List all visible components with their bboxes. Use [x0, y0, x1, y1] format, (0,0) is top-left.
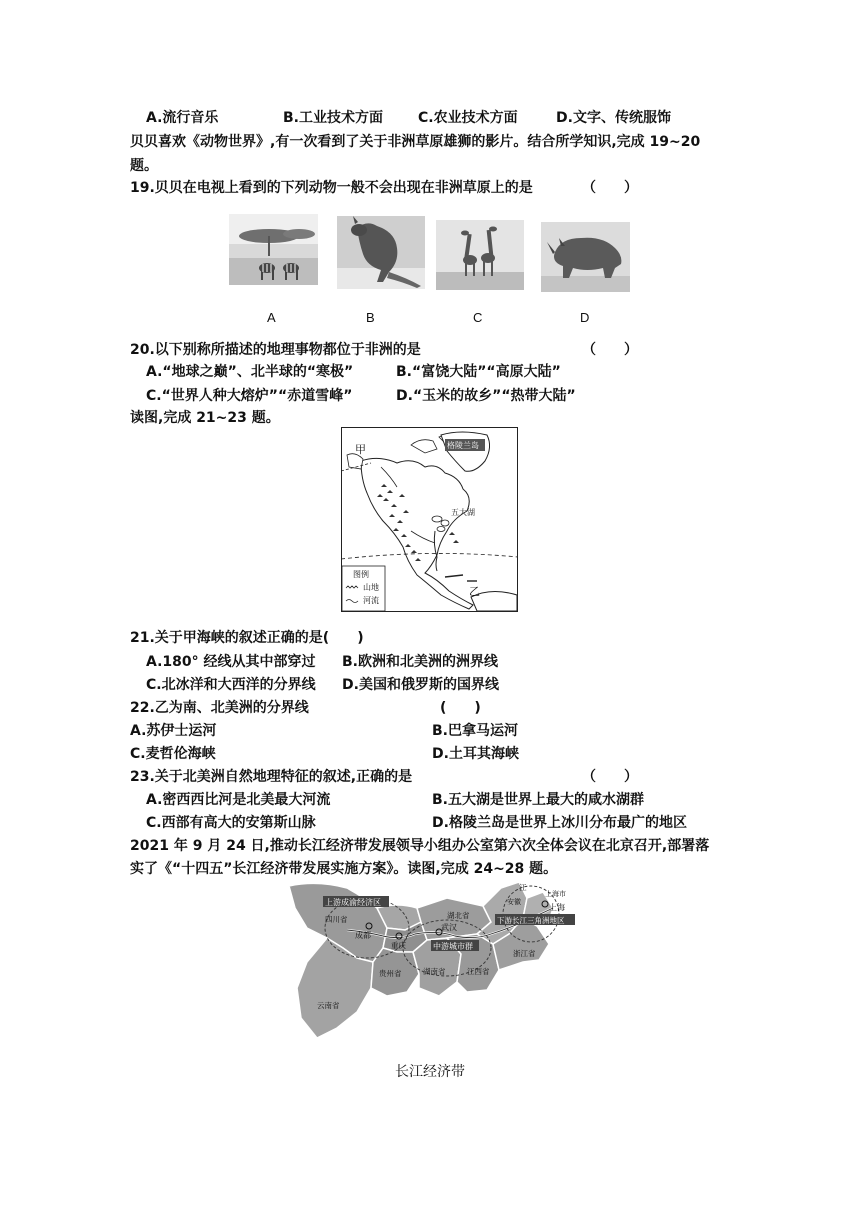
q19-label-d: D — [580, 310, 590, 325]
zebra-savanna-photo — [229, 214, 318, 285]
intro-19-20-line1: 贝贝喜欢《动物世界》,有一次看到了关于非洲草原雄狮的影片。结合所学知识,完成 19~20 — [130, 134, 701, 150]
q20-option-a: A.“地球之巅”、北半球的“寒极” — [146, 364, 354, 380]
upper-region-label: 上游成渝经济区 — [325, 898, 381, 907]
lower-region-label: 下游长江三角洲地区 — [497, 916, 565, 925]
q18-option-c: C.农业技术方面 — [418, 110, 518, 126]
map-caption: 长江经济带 — [395, 1064, 465, 1080]
q18-option-b: B.工业技术方面 — [283, 110, 383, 126]
q20-option-b: B.“富饶大陆”“高原大陆” — [396, 364, 561, 380]
shanghai-city-label: 上海市 — [545, 890, 566, 898]
q20-option-c: C.“世界人种大熔炉”“赤道雪峰” — [146, 388, 353, 404]
shanghai-label: 上海 — [549, 903, 565, 912]
zhejiang-label: 浙江省 — [513, 949, 536, 958]
hubei-label: 湖北省 — [447, 911, 470, 920]
q22-bracket: ( ) — [440, 700, 481, 716]
q23-option-c: C.西部有高大的安第斯山脉 — [146, 815, 316, 831]
guizhou-label: 贵州省 — [379, 969, 402, 978]
intro-24-28-line2: 实了《“十四五”长江经济带发展实施方案》。读图,完成 24~28 题。 — [130, 861, 558, 877]
legend-mountain: 山地 — [363, 583, 379, 592]
intro-21-23: 读图,完成 21~23 题。 — [130, 410, 280, 426]
anhui-label: 安徽 — [507, 898, 521, 906]
kangaroo-photo — [337, 216, 425, 289]
q22-stem: 22.乙为南、北美洲的分界线 — [130, 700, 309, 716]
middle-region-label: 中游城市群 — [433, 942, 473, 951]
q21-option-b: B.欧洲和北美洲的洲界线 — [342, 654, 498, 670]
greenland-label: 格陵兰岛 — [447, 441, 479, 450]
q23-bracket: （ ） — [582, 769, 638, 785]
q20-bracket: （ ） — [582, 342, 638, 358]
great-lakes-label: 五大湖 — [451, 508, 475, 517]
chongqing-label: 重庆 — [391, 941, 406, 950]
yangtze-economic-belt-map — [287, 878, 577, 1052]
jiangxi-label: 江西省 — [467, 967, 490, 976]
q22-option-c: C.麦哲伦海峡 — [130, 746, 216, 762]
q23-option-b: B.五大湖是世界上最大的咸水湖群 — [432, 792, 644, 808]
rhino-photo — [541, 222, 630, 292]
q23-option-d: D.格陵兰岛是世界上冰川分布最广的地区 — [432, 815, 687, 831]
q21-option-d: D.美国和俄罗斯的国界线 — [342, 677, 499, 693]
sichuan-label: 四川省 — [325, 915, 348, 924]
q19-label-a: A — [267, 310, 276, 325]
q21-option-a: A.180° 经线从其中部穿过 — [146, 654, 316, 670]
q21-option-c: C.北冰洋和大西洋的分界线 — [146, 677, 316, 693]
north-america-map — [341, 427, 518, 612]
q23-stem: 23.关于北美洲自然地理特征的叙述,正确的是 — [130, 769, 413, 785]
q23-option-a: A.密西西比河是北美最大河流 — [146, 792, 331, 808]
legend-river: 河流 — [363, 596, 379, 605]
q20-stem: 20.以下别称所描述的地理事物都位于非洲的是 — [130, 342, 421, 358]
q22-option-d: D.土耳其海峡 — [432, 746, 519, 762]
q20-option-d: D.“玉米的故乡”“热带大陆” — [396, 388, 576, 404]
yunnan-label: 云南省 — [317, 1001, 340, 1010]
q19-bracket: （ ） — [582, 180, 638, 196]
jiangsu-label: 江 — [519, 883, 527, 892]
q19-label-c: C — [473, 310, 483, 325]
q21-stem: 21.关于甲海峡的叙述正确的是( ) — [130, 630, 364, 646]
wuhan-label: 武汉 — [441, 923, 457, 932]
q18-option-a: A.流行音乐 — [146, 110, 219, 126]
strait-jia-label: 甲 — [355, 443, 366, 456]
boundary-yi-label: 乙 — [469, 585, 480, 598]
hunan-label: 湖南省 — [423, 967, 446, 976]
legend-title: 图例 — [353, 570, 369, 579]
giraffe-photo — [436, 220, 524, 290]
q19-stem: 19.贝贝在电视上看到的下列动物一般不会出现在非洲草原上的是 — [130, 180, 533, 196]
intro-19-20-line2: 题。 — [130, 158, 158, 174]
chengdu-label: 成都 — [355, 931, 371, 940]
q19-label-b: B — [366, 310, 375, 325]
q22-option-b: B.巴拿马运河 — [432, 723, 518, 739]
q18-option-d: D.文字、传统服饰 — [556, 110, 671, 126]
q22-option-a: A.苏伊士运河 — [130, 723, 217, 739]
intro-24-28-line1: 2021 年 9 月 24 日,推动长江经济带发展领导小组办公室第六次全体会议在北京召开,部署落 — [130, 838, 710, 854]
